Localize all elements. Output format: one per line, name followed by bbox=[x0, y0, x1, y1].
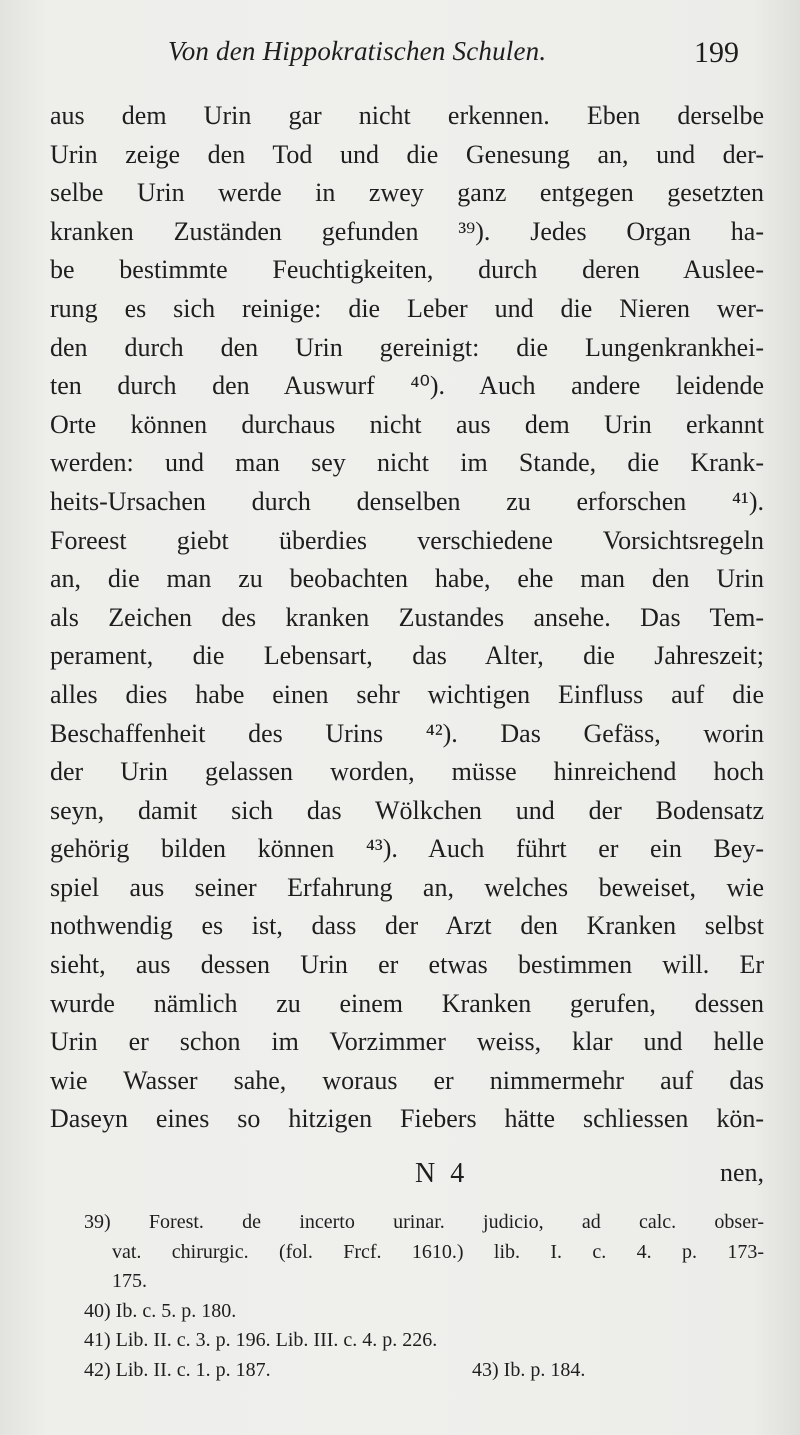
text-line: wie Wasser sahe, woraus er nimmermehr auf das bbox=[50, 1065, 764, 1095]
text-line: spiel aus seiner Erfahrung an, welches beweiset, wie bbox=[50, 872, 764, 902]
text-line: kranken Zuständen gefunden ³⁹). Jedes Organ ha- bbox=[50, 216, 764, 246]
text-line: aus dem Urin gar nicht erkennen. Eben derselbe bbox=[50, 101, 764, 130]
text-line: Urin er schon im Vorzimmer weiss, klar und helle bbox=[50, 1027, 764, 1057]
text-line: wurde nämlich zu einem Kranken gerufen, dessen bbox=[50, 988, 764, 1018]
text-line: rung es sich reinige: die Leber und die Nieren wer- bbox=[50, 293, 764, 323]
running-head: Von den Hippokratischen Schulen. bbox=[168, 36, 547, 66]
text-line: alles dies habe einen sehr wichtigen Einfluss auf die bbox=[50, 679, 764, 709]
text-line: an, die man zu beobachten habe, ehe man den Urin bbox=[50, 564, 764, 594]
text-line: heits-Ursachen durch denselben zu erforschen ⁴¹). bbox=[50, 486, 764, 516]
footnote-41: 41) Lib. II. c. 3. p. 196. Lib. III. c. 4. p. 226. bbox=[84, 1329, 438, 1351]
footnote-39: 39) Forest. de incerto urinar. judicio, ad calc. obser- bbox=[84, 1211, 764, 1233]
footnote-39-end: 175. bbox=[112, 1270, 147, 1292]
text-line: sieht, aus dessen Urin er etwas bestimmen will. Er bbox=[50, 950, 764, 980]
footnote-40: 40) Ib. c. 5. p. 180. bbox=[84, 1299, 237, 1322]
page-number: 199 bbox=[694, 36, 739, 69]
page-header bbox=[0, 36, 800, 86]
text-line: den durch den Urin gereinigt: die Lungenkrankhei- bbox=[50, 332, 764, 362]
text-line: perament, die Lebensart, das Alter, die Jahreszeit; bbox=[50, 641, 764, 671]
footnote-43: 43) Ib. p. 184. bbox=[472, 1358, 586, 1381]
text-line: selbe Urin werde in zwey ganz entgegen gesetzten bbox=[50, 178, 764, 208]
text-line: Orte können durchaus nicht aus dem Urin erkannt bbox=[50, 409, 764, 439]
footnote-row bbox=[84, 1356, 764, 1386]
text-line: Beschaffenheit des Urins ⁴²). Das Gefäss, worin bbox=[50, 718, 764, 748]
text-line: nothwendig es ist, dass der Arzt den Kranken selbst bbox=[50, 911, 764, 941]
text-line: gehörig bilden können ⁴³). Auch führt er ein Bey- bbox=[50, 834, 764, 864]
text-line: Foreest giebt überdies verschiedene Vorsichtsregeln bbox=[50, 525, 764, 555]
text-line: als Zeichen des kranken Zustandes ansehe. Das Tem- bbox=[50, 602, 764, 632]
text-line: werden: und man sey nicht im Stande, die Krank- bbox=[50, 448, 764, 478]
footnote-42: 42) Lib. II. c. 1. p. 187. bbox=[84, 1358, 271, 1381]
footnote-39-continued: vat. chirurgic. (fol. Frcf. 1610.) lib. I. c. 4. p. 173- bbox=[112, 1240, 764, 1263]
body-text bbox=[50, 97, 764, 1139]
signature-mark: N 4 bbox=[415, 1158, 469, 1189]
footnotes bbox=[84, 1208, 764, 1385]
text-line: Daseyn eines so hitzigen Fiebers hätte schliessen kön- bbox=[50, 1104, 764, 1134]
text-line: seyn, damit sich das Wölkchen und der Bodensatz bbox=[50, 795, 764, 825]
text-line: der Urin gelassen worden, müsse hinreichend hoch bbox=[50, 757, 764, 787]
text-line: be bestimmte Feuchtigkeiten, durch deren Auslee- bbox=[50, 255, 764, 285]
catchword: nen, bbox=[719, 1158, 764, 1187]
text-line: ten durch den Auswurf ⁴⁰). Auch andere leidende bbox=[50, 371, 764, 401]
text-line: Urin zeige den Tod und die Genesung an, und der- bbox=[50, 139, 764, 169]
signature-row bbox=[50, 1158, 764, 1194]
